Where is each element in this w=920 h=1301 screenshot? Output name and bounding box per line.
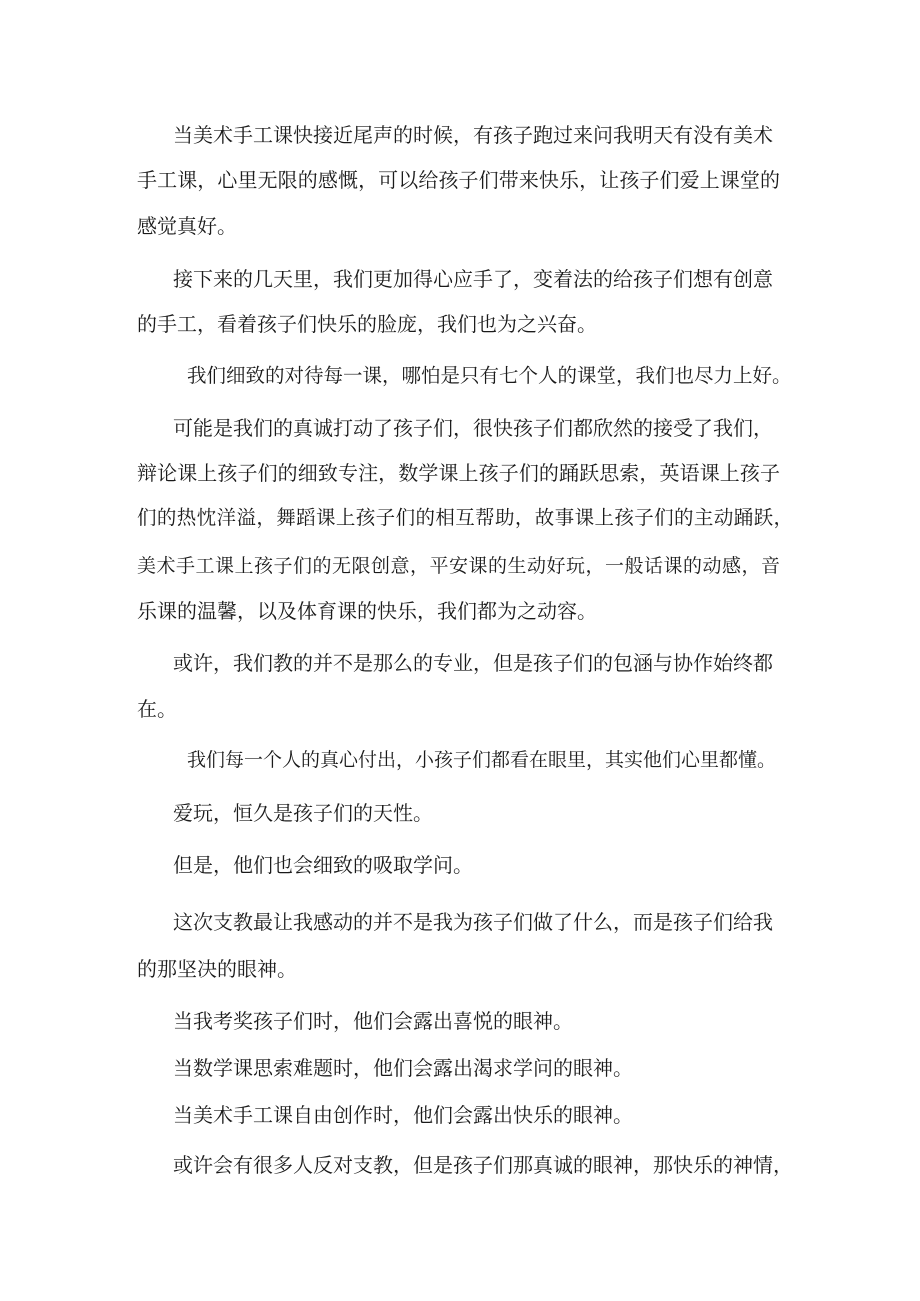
text-line: 乐课的温馨，以及体育课的快乐，我们都为之动容。 (137, 599, 597, 623)
text-line: 的那坚决的眼神。 (137, 957, 297, 981)
text-line: 当美术手工课自由创作时，他们会露出快乐的眼神。 (173, 1103, 633, 1127)
text-line: 当我考奖孩子们时，他们会露出喜悦的眼神。 (173, 1009, 573, 1033)
text-line: 感觉真好。 (137, 214, 237, 238)
text-line: 辩论课上孩子们的细致专注，数学课上孩子们的踊跃思索，英语课上孩子 (137, 461, 780, 485)
text-line: 手工课，心里无限的感慨，可以给孩子们带来快乐，让孩子们爱上课堂的 (137, 168, 780, 192)
text-line: 当数学课思索难题时，他们会露出渴求学问的眼神。 (173, 1056, 633, 1080)
text-line: 我们每一个人的真心付出，小孩子们都看在眼里，其实他们心里都懂。 (187, 749, 777, 771)
text-line: 但是，他们也会细致的吸取学问。 (173, 853, 473, 877)
text-line: 这次支教最让我感动的并不是我为孩子们做了什么，而是孩子们给我 (173, 910, 773, 934)
text-line: 的手工，看着孩子们快乐的脸庞，我们也为之兴奋。 (137, 312, 597, 336)
text-line: 或许会有很多人反对支教，但是孩子们那真诚的眼神，那快乐的神情， (173, 1153, 793, 1177)
text-line: 美术手工课上孩子们的无限创意，平安课的生动好玩，一般话课的动感，音 (137, 555, 780, 577)
text-line: 我们细致的对待每一课，哪怕是只有七个人的课堂，我们也尽力上好。 (187, 364, 792, 387)
text-line: 可能是我们的真诚打动了孩子们，很快孩子们都欣然的接受了我们， (173, 416, 773, 440)
text-line: 接下来的几天里，我们更加得心应手了，变着法的给孩子们想有创意 (173, 267, 773, 291)
text-line: 当美术手工课快接近尾声的时候，有孩子跑过来问我明天有没有美术 (173, 123, 773, 147)
text-line: 或许，我们教的并不是那么的专业，但是孩子们的包涵与协作始终都 (173, 651, 773, 675)
text-line: 爱玩，恒久是孩子们的天性。 (173, 801, 433, 825)
text-line: 们的热忱洋溢，舞蹈课上孩子们的相互帮助，故事课上孩子们的主动踊跃， (137, 506, 793, 529)
text-line: 在。 (137, 697, 177, 721)
